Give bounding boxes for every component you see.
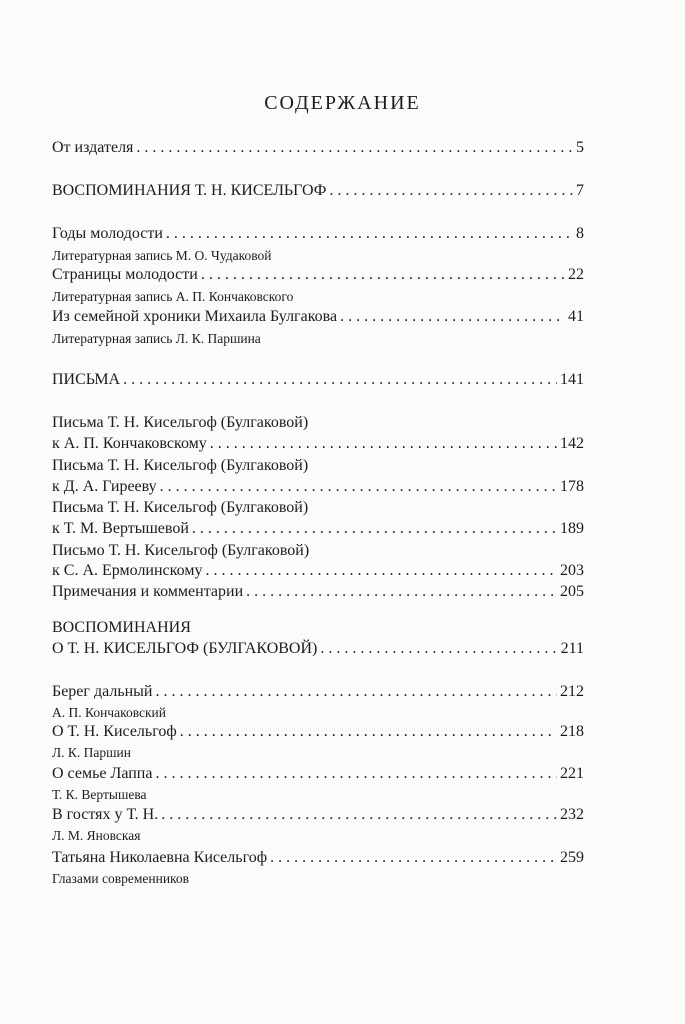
toc-entry-page: 7 <box>576 182 584 199</box>
toc-entry[interactable] <box>52 181 584 201</box>
toc-subtitle: Литературная запись А. П. Кончаковского <box>52 289 294 304</box>
dot-leader <box>192 519 557 539</box>
dot-leader <box>329 181 573 201</box>
dot-leader <box>166 224 573 244</box>
toc-entry-title: В гостях у Т. Н. <box>52 806 159 823</box>
toc-entry-page: 8 <box>576 225 584 242</box>
toc-entry[interactable] <box>52 477 584 497</box>
dot-leader <box>136 138 573 158</box>
dot-leader <box>161 805 557 825</box>
toc-entry[interactable] <box>52 764 584 784</box>
toc-entry-page: 203 <box>560 562 584 579</box>
toc-entry-title: Примечания и комментарии <box>52 583 244 600</box>
toc-entry-title: От издателя <box>52 139 134 156</box>
dot-leader <box>210 434 557 454</box>
toc-subtitle: Л. К. Паршин <box>52 745 131 760</box>
toc-entry-title: ПИСЬМА <box>52 371 121 388</box>
toc-entry[interactable] <box>52 805 584 825</box>
toc-entry-title: Татьяна Николаевна Кисельгоф <box>52 849 268 866</box>
toc-entry[interactable] <box>52 138 584 158</box>
table-of-contents <box>52 0 584 1024</box>
toc-entry-page: 211 <box>560 640 584 657</box>
dot-leader <box>156 682 558 702</box>
toc-entry-title: ВОСПОМИНАНИЯ Т. Н. КИСЕЛЬГОФ <box>52 182 327 199</box>
dot-leader <box>340 307 565 327</box>
dot-leader <box>270 848 557 868</box>
toc-entry-line: Письмо Т. Н. Кисельгоф (Булгаковой) <box>52 542 310 559</box>
toc-entry-title: О семье Лаппа <box>52 765 153 782</box>
toc-entry[interactable] <box>52 561 584 581</box>
toc-entry[interactable] <box>52 722 584 742</box>
toc-entry[interactable] <box>52 582 584 602</box>
toc-entry-page: 178 <box>560 478 584 495</box>
toc-entry-page: 142 <box>560 435 584 452</box>
toc-entry-line: Письма Т. Н. Кисельгоф (Булгаковой) <box>52 414 309 431</box>
toc-entry-page: 41 <box>568 308 584 325</box>
toc-entry-page: 218 <box>560 723 584 740</box>
toc-entry-page: 189 <box>560 520 584 537</box>
toc-entry[interactable] <box>52 307 584 327</box>
toc-entry-title: Страницы молодости <box>52 266 198 283</box>
dot-leader <box>246 582 557 602</box>
toc-entry[interactable] <box>52 519 584 539</box>
toc-entry[interactable] <box>52 265 584 285</box>
toc-entry[interactable] <box>52 434 584 454</box>
toc-entry-line: Письма Т. Н. Кисельгоф (Булгаковой) <box>52 457 309 474</box>
dot-leader <box>123 370 557 390</box>
toc-subtitle: Т. К. Вертышева <box>52 787 147 802</box>
toc-entry-title: О Т. Н. КИСЕЛЬГОФ (БУЛГАКОВОЙ) <box>52 640 318 657</box>
toc-entry-title: Из семейной хроники Михаила Булгакова <box>52 308 338 325</box>
toc-subtitle: А. П. Кончаковский <box>52 705 167 720</box>
toc-entry-title: к Т. М. Вертышевой <box>52 520 189 537</box>
dot-leader <box>160 477 557 497</box>
toc-entry-title: Берег дальный <box>52 683 153 700</box>
toc-entry-line: Письма Т. Н. Кисельгоф (Булгаковой) <box>52 499 309 516</box>
toc-subtitle: Л. М. Яновская <box>52 828 141 843</box>
dot-leader <box>155 764 557 784</box>
toc-entry-title: к А. П. Кончаковскому <box>52 435 207 452</box>
toc-entry[interactable] <box>52 224 584 244</box>
page-title: СОДЕРЖАНИЕ <box>264 92 421 114</box>
toc-entry-page: 205 <box>560 583 584 600</box>
toc-entry[interactable] <box>52 639 584 659</box>
toc-entry[interactable] <box>52 682 584 702</box>
toc-entry-page: 232 <box>560 806 584 823</box>
dot-leader <box>201 265 565 285</box>
toc-entry-title: к Д. А. Гирееву <box>52 478 157 495</box>
toc-entry-line: ВОСПОМИНАНИЯ <box>52 619 191 636</box>
toc-entry-page: 221 <box>560 765 584 782</box>
toc-entry-title: Годы молодости <box>52 225 163 242</box>
toc-subtitle: Литературная запись Л. К. Паршина <box>52 331 261 346</box>
toc-entry[interactable] <box>52 848 584 868</box>
dot-leader <box>205 561 557 581</box>
toc-entry[interactable] <box>52 370 584 390</box>
toc-subtitle: Литературная запись М. О. Чудаковой <box>52 248 272 263</box>
toc-subtitle: Глазами современников <box>52 871 190 886</box>
toc-entry-title: О Т. Н. Кисельгоф <box>52 723 177 740</box>
toc-entry-page: 259 <box>560 849 584 866</box>
toc-entry-page: 22 <box>568 266 584 283</box>
toc-entry-page: 212 <box>560 683 584 700</box>
dot-leader <box>180 722 557 742</box>
toc-entry-page: 5 <box>576 139 584 156</box>
toc-entry-title: к С. А. Ермолинскому <box>52 562 203 579</box>
dot-leader <box>320 639 557 659</box>
toc-entry-page: 141 <box>560 371 584 388</box>
